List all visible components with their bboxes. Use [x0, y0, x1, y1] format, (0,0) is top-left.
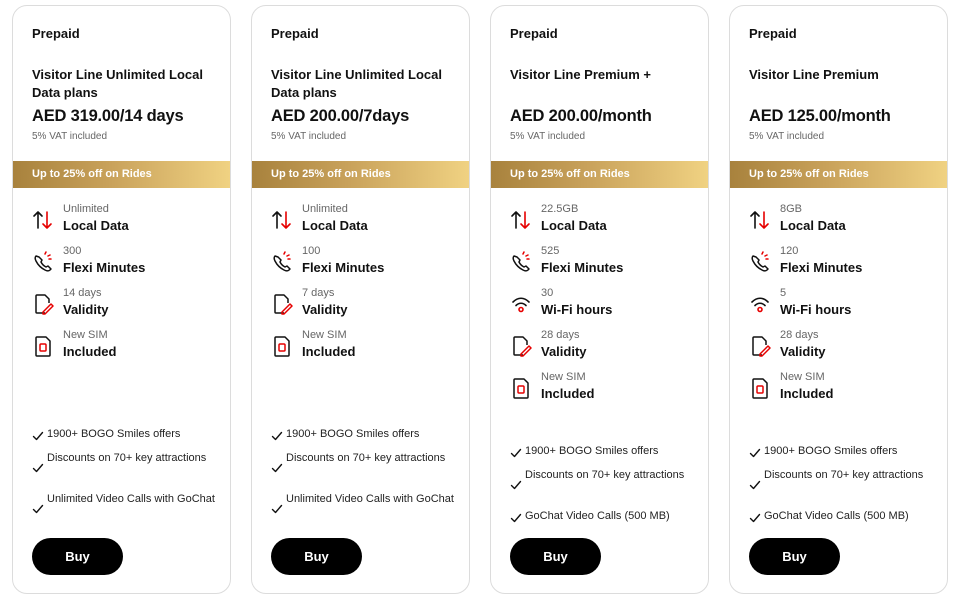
plan-price: AED 200.00/7days [271, 107, 410, 125]
benefit-text: GoChat Video Calls (500 MB) [525, 510, 670, 522]
validity-doc-icon [271, 292, 293, 316]
feature-value: 28 days [780, 329, 819, 341]
feature-label: Wi-Fi hours [780, 302, 852, 317]
promo-banner: Up to 25% off on Rides [13, 161, 230, 188]
plan-feature [510, 329, 700, 365]
plan-feature [749, 203, 939, 239]
feature-label: Flexi Minutes [302, 260, 385, 275]
validity-doc-icon [510, 334, 532, 358]
feature-value: 14 days [63, 287, 102, 299]
feature-value: 8GB [780, 203, 803, 215]
plan-card [251, 5, 470, 594]
plan-name: Visitor Line Unlimited Local Data plans [32, 67, 203, 100]
sim-card-icon [32, 334, 54, 358]
feature-value: 525 [541, 245, 560, 257]
plan-card [490, 5, 709, 594]
plan-feature [749, 371, 939, 407]
check-icon [32, 461, 44, 473]
feature-value: New SIM [63, 329, 108, 341]
validity-doc-icon [32, 292, 54, 316]
buy-button[interactable]: Buy [32, 538, 123, 575]
plan-feature [510, 245, 700, 281]
plan-feature [32, 245, 222, 281]
feature-value: 7 days [302, 287, 335, 299]
buy-button[interactable]: Buy [510, 538, 601, 575]
promo-banner: Up to 25% off on Rides [252, 161, 469, 188]
feature-value: New SIM [302, 329, 347, 341]
phone-calls-icon [32, 250, 54, 274]
feature-value: 300 [63, 245, 82, 257]
feature-label: Local Data [302, 218, 368, 233]
plan-feature [271, 203, 461, 239]
plan-card [729, 5, 948, 594]
feature-value: New SIM [780, 371, 825, 383]
check-icon [32, 429, 44, 441]
wifi-icon [749, 292, 771, 316]
vat-note: 5% VAT included [749, 131, 825, 142]
feature-value: 5 [780, 287, 787, 299]
benefit-text: GoChat Video Calls (500 MB) [764, 510, 909, 522]
check-icon [749, 446, 761, 458]
benefit-text: 1900+ BOGO Smiles offers [286, 428, 420, 440]
benefit-text: Discounts on 70+ key attractions [286, 452, 446, 464]
plan-type: Prepaid [749, 26, 797, 41]
plan-name: Visitor Line Premium + [510, 67, 652, 82]
feature-value: New SIM [541, 371, 586, 383]
plan-name: Visitor Line Unlimited Local Data plans [271, 67, 442, 100]
benefit-text: Unlimited Video Calls with GoChat [286, 493, 454, 505]
feature-value: 22.5GB [541, 203, 579, 215]
plan-feature [32, 329, 222, 365]
check-icon [749, 478, 761, 490]
plan-feature [510, 371, 700, 407]
plan-feature [32, 287, 222, 323]
benefit-text: Discounts on 70+ key attractions [47, 452, 207, 464]
check-icon [510, 446, 522, 458]
buy-button[interactable]: Buy [749, 538, 840, 575]
feature-value: 120 [780, 245, 799, 257]
feature-label: Validity [63, 302, 109, 317]
sim-card-icon [510, 376, 532, 400]
feature-label: Included [302, 344, 356, 359]
plan-name: Visitor Line Premium [749, 67, 879, 82]
plan-type: Prepaid [510, 26, 558, 41]
plan-feature [510, 203, 700, 239]
check-icon [271, 429, 283, 441]
feature-label: Flexi Minutes [541, 260, 624, 275]
benefit-text: Unlimited Video Calls with GoChat [47, 493, 215, 505]
feature-value: 100 [302, 245, 321, 257]
benefit-text: 1900+ BOGO Smiles offers [47, 428, 181, 440]
buy-button[interactable]: Buy [271, 538, 362, 575]
feature-value: 30 [541, 287, 554, 299]
plan-feature [271, 329, 461, 365]
feature-label: Validity [780, 344, 826, 359]
plan-feature [271, 287, 461, 323]
plan-feature [749, 245, 939, 281]
plan-feature [510, 287, 700, 323]
check-icon [749, 511, 761, 523]
plan-feature [749, 287, 939, 323]
check-icon [271, 461, 283, 473]
plan-price: AED 200.00/month [510, 107, 652, 125]
plan-type: Prepaid [32, 26, 80, 41]
data-arrows-icon [510, 208, 532, 232]
benefit-text: 1900+ BOGO Smiles offers [764, 445, 898, 457]
sim-card-icon [271, 334, 293, 358]
plan-type: Prepaid [271, 26, 319, 41]
feature-label: Local Data [541, 218, 607, 233]
check-icon [32, 502, 44, 514]
vat-note: 5% VAT included [271, 131, 347, 142]
feature-label: Validity [302, 302, 348, 317]
plan-price: AED 319.00/14 days [32, 107, 184, 125]
feature-value: Unlimited [302, 203, 348, 215]
check-icon [510, 511, 522, 523]
check-icon [510, 478, 522, 490]
data-arrows-icon [749, 208, 771, 232]
feature-label: Flexi Minutes [780, 260, 863, 275]
benefit-text: 1900+ BOGO Smiles offers [525, 445, 659, 457]
plan-feature [32, 203, 222, 239]
validity-doc-icon [749, 334, 771, 358]
feature-value: 28 days [541, 329, 580, 341]
feature-label: Included [780, 386, 834, 401]
plan-feature [271, 245, 461, 281]
plan-price: AED 125.00/month [749, 107, 891, 125]
feature-label: Local Data [780, 218, 846, 233]
sim-card-icon [749, 376, 771, 400]
phone-calls-icon [271, 250, 293, 274]
data-arrows-icon [271, 208, 293, 232]
feature-label: Local Data [63, 218, 129, 233]
benefit-text: Discounts on 70+ key attractions [525, 469, 685, 481]
plan-card [12, 5, 231, 594]
feature-label: Included [541, 386, 595, 401]
feature-value: Unlimited [63, 203, 109, 215]
feature-label: Validity [541, 344, 587, 359]
plan-feature [749, 329, 939, 365]
promo-banner: Up to 25% off on Rides [491, 161, 708, 188]
phone-calls-icon [749, 250, 771, 274]
benefit-text: Discounts on 70+ key attractions [764, 469, 924, 481]
phone-calls-icon [510, 250, 532, 274]
vat-note: 5% VAT included [32, 131, 108, 142]
check-icon [271, 502, 283, 514]
feature-label: Included [63, 344, 117, 359]
wifi-icon [510, 292, 532, 316]
vat-note: 5% VAT included [510, 131, 586, 142]
feature-label: Flexi Minutes [63, 260, 146, 275]
promo-banner: Up to 25% off on Rides [730, 161, 947, 188]
data-arrows-icon [32, 208, 54, 232]
feature-label: Wi-Fi hours [541, 302, 613, 317]
